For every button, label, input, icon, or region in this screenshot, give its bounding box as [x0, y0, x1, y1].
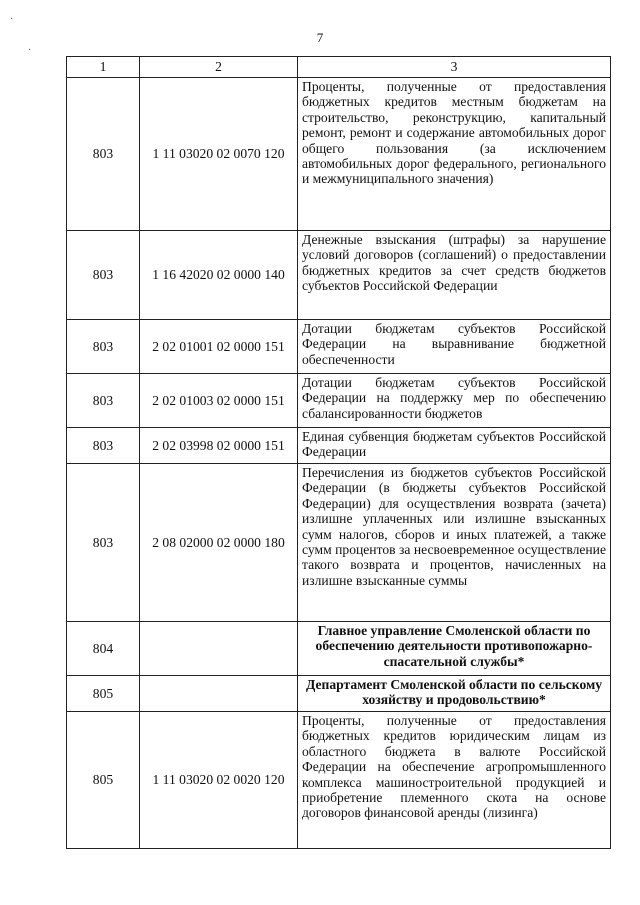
admin-code-cell: 803: [67, 78, 140, 231]
budget-code-cell: [140, 676, 298, 712]
table-row: [67, 374, 611, 428]
budget-code-cell: 1 11 03020 02 0070 120: [140, 78, 298, 231]
budget-code-cell: 2 02 01003 02 0000 151: [140, 374, 298, 428]
admin-code-cell: 805: [67, 676, 140, 712]
admin-code-cell: 805: [67, 712, 140, 849]
column-header: 1: [67, 57, 140, 78]
budget-code-cell: 2 02 01001 02 0000 151: [140, 320, 298, 374]
description-cell: Дотации бюджетам субъектов Российской Федерации на выравнивание бюджетной обеспеченности: [298, 320, 611, 374]
admin-code-cell: 804: [67, 622, 140, 676]
admin-code-cell: 803: [67, 428, 140, 464]
description-cell: Проценты, полученные от предоставления бюджетных кредитов юридическим лицам из областного бюджета в валюте Российской Федерации на обеспечение агропромышленного комплекса машиностроительной продукцией и приобретение племенного скота на основе договоров финансовой аренды (лизинга): [298, 712, 611, 849]
scan-speck: ·: [28, 45, 32, 56]
budget-code-cell: 2 08 02000 02 0000 180: [140, 464, 298, 622]
admin-code-cell: 803: [67, 231, 140, 320]
department-heading: Департамент Смоленской области по сельскому хозяйству и продовольствию*: [298, 676, 611, 712]
table-row: [67, 231, 611, 320]
budget-code-cell: [140, 622, 298, 676]
description-cell: Единая субвенция бюджетам субъектов Российской Федерации: [298, 428, 611, 464]
budget-code-cell: 2 02 03998 02 0000 151: [140, 428, 298, 464]
admin-code-cell: 803: [67, 320, 140, 374]
revenue-codes-table: [66, 56, 611, 849]
table-header-row: [67, 57, 611, 78]
budget-code-cell: 1 16 42020 02 0000 140: [140, 231, 298, 320]
page-number: 7: [316, 30, 324, 45]
admin-code-cell: 803: [67, 464, 140, 622]
department-heading: Главное управление Смоленской области по обеспечению деятельности противопожарно-спасательной службы*: [298, 622, 611, 676]
table-row: [67, 464, 611, 622]
scan-speck: ·: [10, 14, 14, 25]
table-row: [67, 320, 611, 374]
budget-code-cell: 1 11 03020 02 0020 120: [140, 712, 298, 849]
table-row: [67, 78, 611, 231]
table-row: [67, 712, 611, 849]
column-header: 3: [298, 57, 611, 78]
description-cell: Проценты, полученные от предоставления бюджетных кредитов местным бюджетам на строительство, реконструкцию, капитальный ремонт, ремонт и содержание автомобильных дорог общего пользования (за исключением автомобильных дорог федерального, регионального и межмуниципального значения): [298, 78, 611, 231]
description-cell: Денежные взыскания (штрафы) за нарушение условий договоров (соглашений) о предоставлении бюджетных кредитов за счет средств бюджетов субъектов Российской Федерации: [298, 231, 611, 320]
column-header: 2: [140, 57, 298, 78]
description-cell: Перечисления из бюджетов субъектов Российской Федерации (в бюджеты субъектов Российской Федерации) для осуществления возврата (зачета) излишне уплаченных или излишне взысканных сумм налогов, сборов и иных платежей, а также сумм процентов за несвоевременное осуществление такого возврата и процентов, начисленных на излишне взысканные суммы: [298, 464, 611, 622]
description-cell: Дотации бюджетам субъектов Российской Федерации на поддержку мер по обеспечению сбалансированности бюджетов: [298, 374, 611, 428]
table-row-department: [67, 622, 611, 676]
table-row-department: [67, 676, 611, 712]
table-row: [67, 428, 611, 464]
admin-code-cell: 803: [67, 374, 140, 428]
